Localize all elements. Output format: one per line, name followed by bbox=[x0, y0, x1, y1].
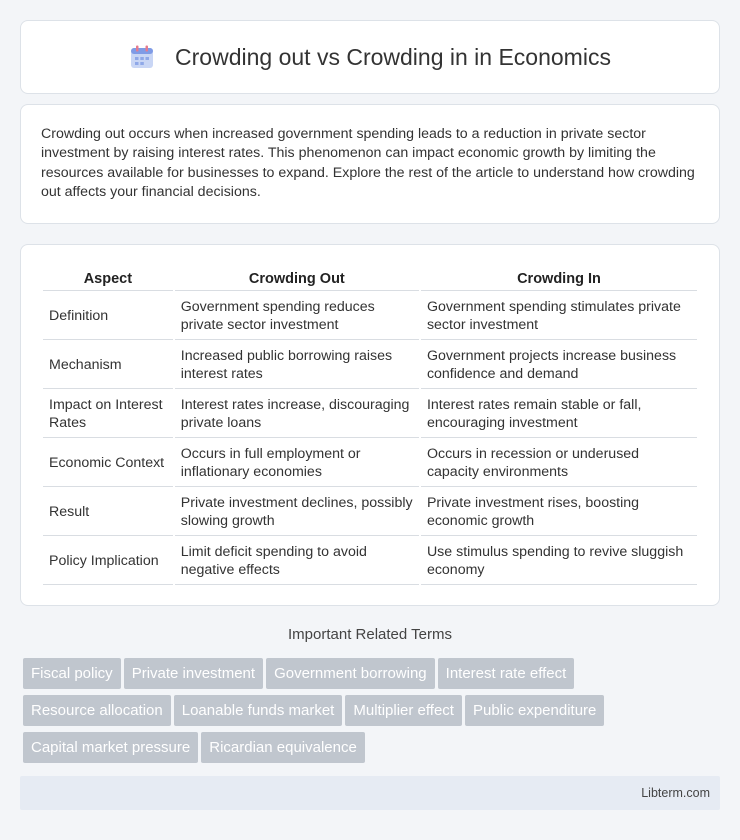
comparison-table bbox=[41, 265, 699, 587]
row-aspect: Result bbox=[43, 489, 173, 536]
tag-resource-allocation[interactable]: Resource allocation bbox=[23, 695, 171, 726]
header-crowding-in: Crowding In bbox=[421, 267, 697, 291]
row-aspect: Policy Implication bbox=[43, 538, 173, 585]
table-row bbox=[43, 440, 697, 487]
tag-interest-rate-effect[interactable]: Interest rate effect bbox=[438, 658, 575, 689]
row-crowding-in: Private investment rises, boosting economic growth bbox=[421, 489, 697, 536]
row-crowding-out: Private investment declines, possibly slowing growth bbox=[175, 489, 419, 536]
tag-public-expenditure[interactable]: Public expenditure bbox=[465, 695, 604, 726]
tag-multiplier-effect[interactable]: Multiplier effect bbox=[345, 695, 462, 726]
tag-government-borrowing[interactable]: Government borrowing bbox=[266, 658, 435, 689]
tag-private-investment[interactable]: Private investment bbox=[124, 658, 263, 689]
page-title: Crowding out vs Crowding in in Economics bbox=[175, 43, 611, 70]
table-header-row bbox=[43, 267, 697, 291]
row-aspect: Impact on Interest Rates bbox=[43, 391, 173, 438]
row-crowding-out: Government spending reduces private sector investment bbox=[175, 293, 419, 340]
header-crowding-out: Crowding Out bbox=[175, 267, 419, 291]
header-aspect: Aspect bbox=[43, 267, 173, 291]
table-row bbox=[43, 391, 697, 438]
row-crowding-in: Government projects increase business confidence and demand bbox=[421, 342, 697, 389]
row-aspect: Definition bbox=[43, 293, 173, 340]
table-row bbox=[43, 489, 697, 536]
footer bbox=[20, 776, 720, 810]
related-terms-heading: Important Related Terms bbox=[288, 626, 452, 643]
row-crowding-in: Occurs in recession or underused capacity environments bbox=[421, 440, 697, 487]
table-row bbox=[43, 538, 697, 585]
row-aspect: Mechanism bbox=[43, 342, 173, 389]
tag-loanable-funds-market[interactable]: Loanable funds market bbox=[174, 695, 343, 726]
comparison-table-card bbox=[20, 244, 720, 606]
tag-capital-market-pressure[interactable]: Capital market pressure bbox=[23, 732, 198, 763]
table-row bbox=[43, 342, 697, 389]
row-crowding-in: Interest rates remain stable or fall, encouraging investment bbox=[421, 391, 697, 438]
intro-paragraph: Crowding out occurs when increased government spending leads to a reduction in private sector investment by raising interest rates. This phenomenon can impact economic growth by limiting the resources available for businesses to expand. Explore the rest of the article to understand how crowding out affects your financial decisions. bbox=[41, 126, 695, 201]
calendar-icon bbox=[129, 44, 155, 70]
row-aspect: Economic Context bbox=[43, 440, 173, 487]
row-crowding-in: Government spending stimulates private sector investment bbox=[421, 293, 697, 340]
intro-card bbox=[20, 104, 720, 224]
row-crowding-out: Occurs in full employment or inflationary economies bbox=[175, 440, 419, 487]
tag-fiscal-policy[interactable]: Fiscal policy bbox=[23, 658, 121, 689]
table-row bbox=[43, 293, 697, 340]
row-crowding-out: Interest rates increase, discouraging private loans bbox=[175, 391, 419, 438]
row-crowding-out: Limit deficit spending to avoid negative effects bbox=[175, 538, 419, 585]
row-crowding-out: Increased public borrowing raises interest rates bbox=[175, 342, 419, 389]
footer-site-link[interactable]: Libterm.com bbox=[641, 786, 710, 800]
title-card bbox=[20, 20, 720, 94]
tag-ricardian-equivalence[interactable]: Ricardian equivalence bbox=[201, 732, 365, 763]
row-crowding-in: Use stimulus spending to revive sluggish economy bbox=[421, 538, 697, 585]
related-terms-list bbox=[23, 658, 723, 769]
